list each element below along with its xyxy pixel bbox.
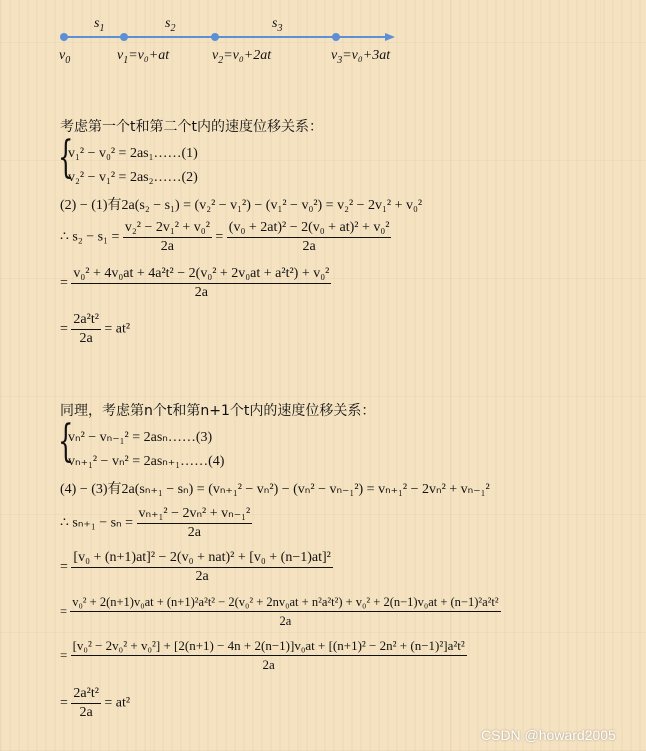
section2-brace: { xyxy=(58,416,74,467)
section2-eq4: vₙ₊₁² − vₙ² = 2asₙ₊₁……(4) xyxy=(68,454,225,469)
section2-step2-frac: $\frac{\text{vₙ₊₁² − 2vₙ² + vₙ₋₁²}}{2a}$ xyxy=(138,506,251,540)
section2-heading: 同理，考虑第n个t和第n+1个t内的速度位移关系： xyxy=(60,403,376,419)
point-v2 xyxy=(211,33,219,41)
section1-step4-rhs: = at² xyxy=(104,321,131,337)
section1-heading: 考虑第一个t和第二个t内的速度位移关系： xyxy=(60,119,323,135)
section1-step4-frac: $\frac{\text{2a²t²}}{2a}$ xyxy=(73,312,99,346)
segment-label-s1: $s_1$ xyxy=(94,16,105,34)
section2-step4-frac: v₀² + 2(n+1)v₀at + (n+1)²a²t² − 2(v₀² + 2nv₀at + n²a²t²) + v₀² + 2(n−1)v₀at + (n−1)²a²t² 2a xyxy=(72,595,499,628)
velocity-diagram xyxy=(0,0,646,70)
segment-label-s3: $s_3$ xyxy=(272,16,283,34)
section2-step2-lhs: ∴ sₙ₊₁ − sₙ = xyxy=(60,515,134,531)
section1-step2-lhs: ∴ s₂ − s₁ = xyxy=(60,229,120,245)
section1-brace: { xyxy=(58,132,74,183)
section2-step6-frac: $\frac{\text{2a²t²}}{2a}$ xyxy=(73,686,99,720)
point-label-v2: $v_2=v_0+2at$ xyxy=(212,48,272,66)
section1-step4: = $\frac{\text{2a²t²}}{2a}$ = at² xyxy=(60,312,131,346)
section1-step1: (2) − (1)有2a(s₂ − s₁) = (v₂² − v₁²) − (v₁² − v₀²) = v₂² − 2v₁² + v₀² xyxy=(60,198,423,213)
section2-step5: = [v₀² − 2v₀² + v₀²] + [2(n+1) − 4n + 2(n−1)]v₀at + [(n+1)² − 2n² + (n−1)²]a²t² 2a xyxy=(60,638,465,672)
section2-step5-frac: [v₀² − 2v₀² + v₀²] + [2(n+1) − 4n + 2(n−1)]v₀at + [(n+1)² − 2n² + (n−1)²]a²t² 2a xyxy=(72,638,465,672)
point-label-v0: $v_0$ xyxy=(59,48,71,66)
section2-step6-rhs: = at² xyxy=(104,695,131,711)
point-label-v3: $v_3=v_0+3at$ xyxy=(331,48,391,66)
arrow-head-icon xyxy=(385,33,395,41)
point-v0 xyxy=(60,33,68,41)
section2-step3: = $\frac{\text{[v₀ + (n+1)at]² − 2(v₀ + nat)² + [v₀ + (n−1)at]²}}{2a}$ xyxy=(60,550,331,584)
section1-step2: ∴ s₂ − s₁ = $\frac{\text{v₂² − 2v₁² + v₀²}}{2a}$ = $\frac{\text{(v₀ + 2at)² − 2(v₀ + at)² + v₀²}}{2a}$ xyxy=(60,220,390,254)
section1-step2-frac1: $\frac{\text{v₂² − 2v₁² + v₀²}}{2a}$ xyxy=(124,220,210,254)
section2-step1: (4) − (3)有2a(sₙ₊₁ − sₙ) = (vₙ₊₁² − vₙ²) − (vₙ² − vₙ₋₁²) = vₙ₊₁² − 2vₙ² + vₙ₋₁² xyxy=(60,482,490,497)
point-label-v1: $v_1=v_0+at$ xyxy=(117,48,170,66)
section2-step3-frac: $\frac{\text{[v₀ + (n+1)at]² − 2(v₀ + nat)² + [v₀ + (n−1)at]²}}{2a}$ xyxy=(73,550,331,584)
segment-label-s2: $s_2$ xyxy=(165,16,176,34)
watermark: CSDN @howard2005 xyxy=(481,727,616,743)
point-v3 xyxy=(332,33,340,41)
section2-step6: = $\frac{\text{2a²t²}}{2a}$ = at² xyxy=(60,686,131,720)
section1-step3-frac: $\frac{\text{v₀² + 4v₀at + 4a²t² − 2(v₀² + 2v₀at + a²t²) + v₀²}}{2a}$ xyxy=(73,266,330,300)
section1-step2-frac2: $\frac{\text{(v₀ + 2at)² − 2(v₀ + at)² + v₀²}}{2a}$ xyxy=(228,220,390,254)
section2-step2 xyxy=(60,506,252,541)
section1-eq1: v₁² − v₀² = 2as₁……(1) xyxy=(68,146,198,161)
point-v1 xyxy=(120,33,128,41)
section1-eq2: v₂² − v₁² = 2as₂……(2) xyxy=(68,170,198,185)
section2-eq3: vₙ² − vₙ₋₁² = 2asₙ……(3) xyxy=(68,430,213,445)
section1-step3: = $\frac{\text{v₀² + 4v₀at + 4a²t² − 2(v₀² + 2v₀at + a²t²) + v₀²}}{2a}$ xyxy=(60,266,330,300)
section2-step4: = v₀² + 2(n+1)v₀at + (n+1)²a²t² − 2(v₀² + 2nv₀at + n²a²t²) + v₀² + 2(n−1)v₀at + (n−1)²a²t² 2a xyxy=(60,595,499,628)
